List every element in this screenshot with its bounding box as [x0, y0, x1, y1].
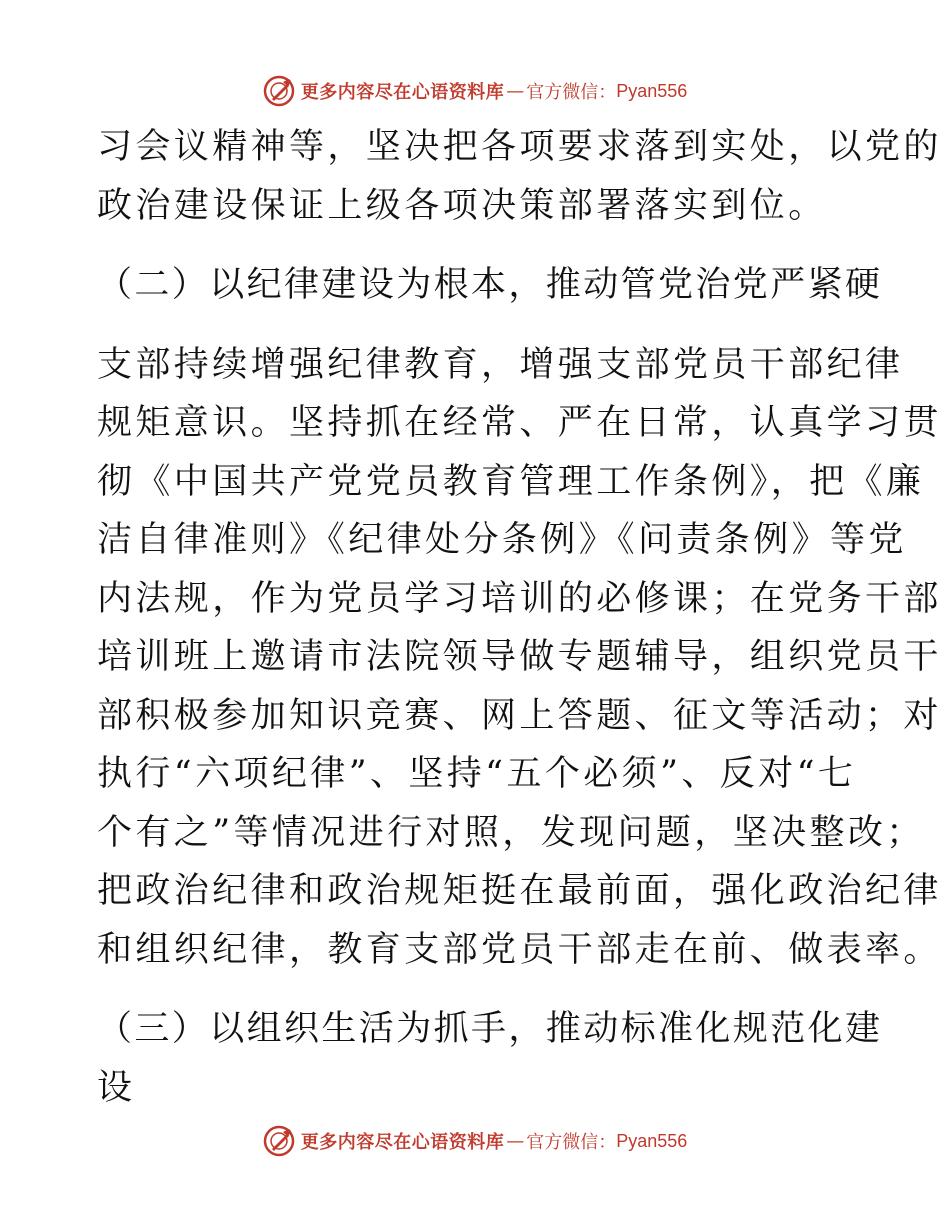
section-heading-3: （三）以组织生活为抓手，推动标准化规范化建 — [97, 1009, 883, 1049]
paragraph-line: 习会议精神等，坚决把各项要求落到实处，以党的 — [97, 127, 942, 167]
section-heading-3-cont: 设 — [97, 1067, 135, 1108]
paragraph-line: 洁自律准则》《纪律处分条例》《问责条例》等党 — [97, 520, 907, 560]
brand-logo-icon — [263, 1125, 295, 1157]
paragraph-line: 和组织纪律，教育支部党员干部走在前、做表率。 — [97, 929, 942, 970]
paragraph-line: 执行“六项纪律”、坚持“五个必须”、反对“七 — [97, 754, 857, 794]
section-heading-2: （二）以纪律建设为根本，推动管党治党严紧硬 — [97, 265, 883, 305]
paragraph-line: 个有之”等情况进行对照，发现问题，坚决整改； — [97, 812, 925, 853]
footer-separator: — — [506, 1130, 525, 1152]
footer-wechat-id: Pyan556 — [616, 1130, 688, 1151]
footer-banner — [0, 1121, 950, 1161]
header-brand-text: 更多内容尽在心语资料库 — [300, 82, 505, 103]
document-body — [97, 118, 942, 1117]
header-official-label: 官方微信： — [526, 82, 617, 103]
paragraph-line: 规矩意识。坚持抓在经常、严在日常，认真学习贯 — [97, 403, 942, 443]
brand-logo-icon — [263, 75, 295, 107]
paragraph-line: 内法规，作为党员学习培训的必修课；在党务干部 — [97, 578, 942, 619]
footer-brand-text: 更多内容尽在心语资料库 — [300, 1132, 505, 1153]
paragraph-line: 把政治纪律和政治规矩挺在最前面，强化政治纪律 — [97, 871, 942, 911]
header-separator: — — [506, 80, 525, 102]
header-wechat-id: Pyan556 — [616, 80, 688, 101]
header-banner — [0, 71, 950, 111]
paragraph-line: 支部持续增强纪律教育，增强支部党员干部纪律 — [97, 344, 904, 385]
paragraph-line: 政治建设保证上级各项决策部署落实到位。 — [97, 185, 827, 226]
paragraph-line: 培训班上邀请市法院领导做专题辅导，组织党员干 — [97, 637, 942, 677]
paragraph-line: 部积极参加知识竞赛、网上答题、征文等活动；对 — [97, 695, 942, 736]
footer-official-label: 官方微信： — [526, 1132, 617, 1153]
paragraph-line: 彻《中国共产党党员教育管理工作条例》，把《廉 — [97, 461, 925, 502]
